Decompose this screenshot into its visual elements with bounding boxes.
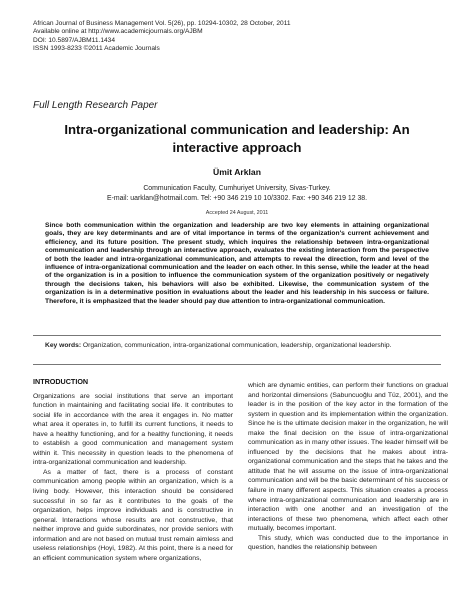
right-column <box>248 381 448 553</box>
doi: DOI: 10.5897/AJBM11.1434 <box>33 36 115 44</box>
journal-header <box>33 20 291 54</box>
paragraph: This study, which was conducted due to the importance in question, handles the relationship between <box>248 534 448 552</box>
author-affiliation <box>30 184 444 203</box>
paper-title: Intra-organizational communication and leadership: An interactive approach <box>64 122 410 155</box>
divider <box>33 364 441 365</box>
online-availability: Available online at http://www.academicjournals.org/AJBM <box>33 28 203 36</box>
contact-line: E-mail: uarklan@hotmail.com. Tel: +90 346 219 10 10/3302. Fax: +90 346 219 12 38. <box>106 194 368 202</box>
affiliation-line: Communication Faculty, Cumhuriyet University, Sivas-Turkey. <box>143 185 331 192</box>
author-name: Ümit Arklan <box>213 167 261 177</box>
paragraph: As a matter of fact, there is a process of constant communication among people within an organization, which is a living body. However, this interaction should be considered successful in so far as it contributes to the goals of the organization, helps improve individuals and is constructive in general. Interactions whose results are not constructive, that neither improve and guide subordinates, nor provide seniors with information and are not based on mutual trust remain aimless and useless relationships (Hoyi, 1982). At this point, there is a need for an efficient communication system where organizations, <box>33 468 233 562</box>
paragraph: Organizations are social institutions that serve an important function in maintaining and facilitating social life. It contributes to social life in accordance with the area it engages in. No matter what area it operates in, to fulfill its current functions, it needs to have a healthy functioning, and for a healthy functioning, it needs to establish a good communication and management system within it. This necessity in question leads to the phenomena of intra-organizational communication and leadership. <box>33 392 233 467</box>
paper-type: Full Length Research Paper <box>33 100 158 111</box>
abstract: Since both communication within the organization and leadership are two key elements in attaining organizational goals, they are key determinants and are of vital importance in terms of the organization's current achievement and efficiency, and its future position. The present study, which inquires the relationship between intra-organizational communication and leadership through an interactive approach, evaluates the existing interaction from the perspective of both the leader and intra-organizational communication, and attempts to reveal the direction, form and level of the influence of intra-organizational communication and the leader on each other. In this sense, while the leader at the head of the organization is in a position to influence the communication system of the organization positively or negatively through the decisions taken, his behaviors will also be exhibited. Likewise, the communication system of the organization is in a determinative position in evaluations about the leader and his leadership in his success or failure. Therefore, it is emphasized that the leader should pay due attention to intra-organizational communication. <box>45 222 429 305</box>
divider <box>33 335 441 336</box>
left-column <box>33 377 233 563</box>
issn: ISSN 1993-8233 ©2011 Academic Journals <box>33 45 160 53</box>
keywords <box>45 341 429 351</box>
paragraph: which are dynamic entities, can perform their functions on gradual and horizontal dimensions (Sabuncuoğlu and Tüz, 2001), and the leader is in the position of the key actor in the formation of the system in question and its implementation within the organization. Since he is the ultimate decision maker in the organization, he will make the final decision on the issue of intra-organizational communication as in many other issues. The leader himself will be influenced by the decisions that he makes about intra-organizational communication and the steps that he takes and the attitude that he will assume on the issue of intra-organizational communication and will be the basic determinant of his success or failure in many different aspects. This situation creates a process where intra-organizational communication and leadership are in interaction with one another and an investigation of the interactions of these two phenomena, which affect each other mutually, becomes important. <box>248 382 448 533</box>
keywords-text: Organization, communication, intra-organizational communication, leadership, organizational leadership. <box>82 342 392 349</box>
keywords-label: Key words: <box>45 342 82 349</box>
section-heading: INTRODUCTION <box>33 377 89 386</box>
accepted-date: Accepted 24 August, 2011 <box>205 210 269 216</box>
journal-citation: African Journal of Business Management Vol. 5(26), pp. 10294-10302, 28 October, 2011 <box>33 20 291 27</box>
